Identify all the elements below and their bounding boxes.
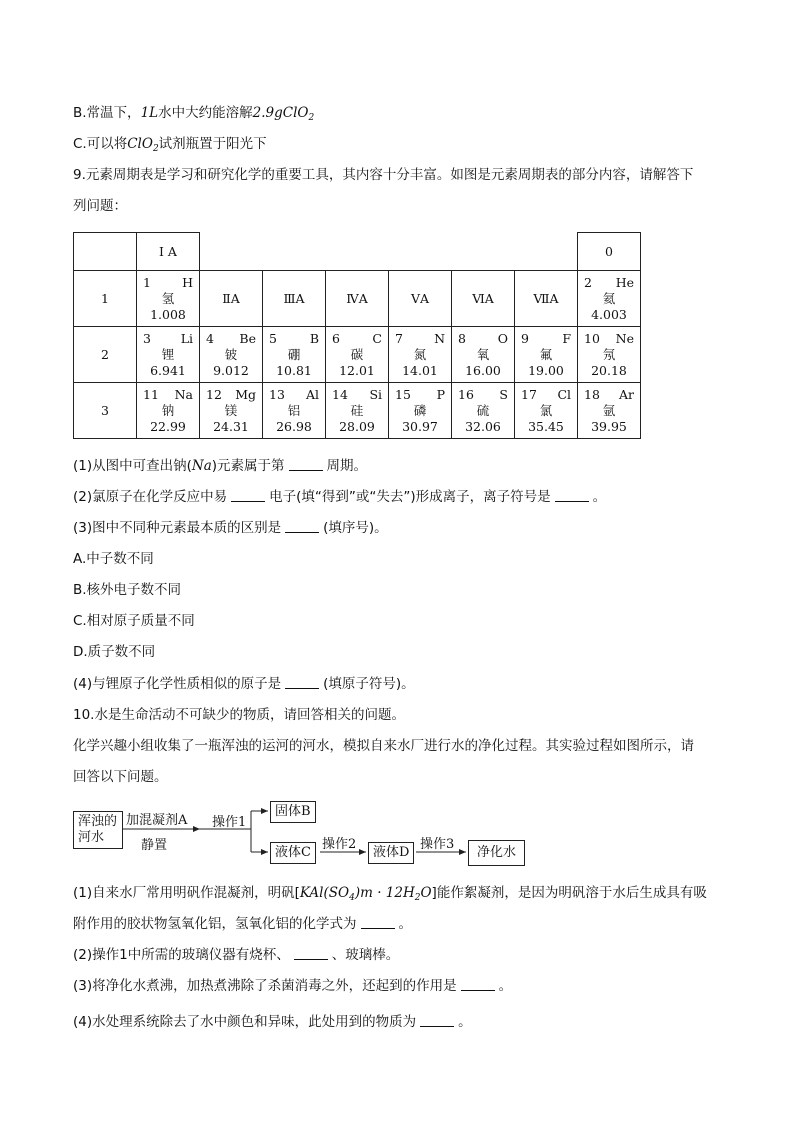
group-va-header: ⅤA <box>389 271 452 327</box>
option-c: C.相对原子质量不同 <box>73 613 195 629</box>
q10-part2-pre: (2)操作1中所需的玻璃仪器有烧杯、 <box>73 947 290 963</box>
element-name: 钠 <box>161 402 175 418</box>
atomic-mass: 35.45 <box>528 418 564 434</box>
answer-blank[interactable] <box>420 1014 454 1027</box>
element-name: 硫 <box>476 402 490 418</box>
element-symbol: Al <box>305 386 319 402</box>
atomic-number: 5 <box>269 330 277 346</box>
atomic-mass: 4.003 <box>591 306 627 322</box>
element-symbol: Si <box>369 386 382 402</box>
option-c-post: 试剂瓶置于阳光下 <box>158 136 267 152</box>
alum-subscript-2: 2 <box>414 893 421 903</box>
flow-op1-label: 操作1 <box>212 815 247 830</box>
flow-liquid-c-box: 液体C <box>270 842 316 864</box>
group-ia-header: Ⅰ A <box>137 233 200 271</box>
q9-part1-end: 周期。 <box>326 458 368 474</box>
answer-blank[interactable] <box>294 947 328 960</box>
option-c-pre: C.可以将 <box>73 136 128 152</box>
atomic-number: 18 <box>584 386 600 402</box>
atomic-mass: 39.95 <box>591 418 627 434</box>
atomic-mass: 28.09 <box>339 418 375 434</box>
q10-part2-end: 、玻璃棒。 <box>331 947 400 963</box>
option-c-subscript: 2 <box>152 144 159 154</box>
flow-start-box <box>73 811 123 849</box>
q9-part3-end: (填序号)。 <box>323 520 388 536</box>
atomic-number: 7 <box>395 330 403 346</box>
q10-stem-line2: 回答以下问题。 <box>73 769 168 785</box>
q10-part4-pre: (4)水处理系统除去了水中颜色和异味，此处用到的物质为 <box>73 1014 417 1030</box>
q10-part3-pre: (3)将净化水煮沸，加热煮沸除了杀菌消毒之外，还起到的作用是 <box>73 978 457 994</box>
group-iiia-header: ⅢA <box>263 271 326 327</box>
element-symbol: Ne <box>615 330 634 346</box>
atomic-mass: 14.01 <box>402 362 438 378</box>
atomic-number: 8 <box>458 330 466 346</box>
atomic-mass: 6.941 <box>150 362 186 378</box>
element-symbol: F <box>562 330 571 346</box>
element-symbol: S <box>499 386 508 402</box>
element-name: 氮 <box>413 346 427 362</box>
answer-blank[interactable] <box>361 916 395 929</box>
group-iia-header: ⅡA <box>200 271 263 327</box>
atomic-mass: 22.99 <box>150 418 186 434</box>
element-symbol: H <box>182 274 193 290</box>
atomic-number: 2 <box>584 274 592 290</box>
atomic-number: 13 <box>269 386 285 402</box>
element-symbol: Na <box>174 386 193 402</box>
element-symbol: B <box>309 330 319 346</box>
flow-start-line2: 河水 <box>78 830 105 845</box>
group-viia-header: ⅦA <box>515 271 578 327</box>
element-name: 磷 <box>413 402 427 418</box>
atomic-number: 11 <box>143 386 159 402</box>
q9-part4-end: (填原子符号)。 <box>323 676 415 692</box>
q10-part1-line1 <box>73 884 707 907</box>
atomic-mass: 10.81 <box>276 362 312 378</box>
element-name: 氯 <box>539 402 553 418</box>
q9-part1-pre: (1)从图中可查出钠( <box>73 458 192 474</box>
q10-title: 10.水是生命活动不可缺少的物质，请回答相关的问题。 <box>73 707 405 723</box>
atomic-mass: 19.00 <box>528 362 564 378</box>
alum-formula-o: O <box>420 885 432 901</box>
atomic-mass: 9.012 <box>213 362 249 378</box>
option-b-mid: 水中大约能溶解 <box>158 105 253 121</box>
element-symbol: He <box>615 274 634 290</box>
q9-part4-pre: (4)与锂原子化学性质相似的原子是 <box>73 676 282 692</box>
element-name: 氢 <box>161 290 175 306</box>
alum-formula-mid: )m · 12H <box>354 885 415 901</box>
q10-stem-line1: 化学兴趣小组收集了一瓶浑浊的运河的河水，模拟自来水厂进行水的净化过程。其实验过程如图所示，请 <box>73 738 694 754</box>
option-b-volume: 1L <box>140 105 159 121</box>
element-name: 镁 <box>224 402 238 418</box>
q9-part2-end: 。 <box>592 489 607 505</box>
element-name: 碳 <box>350 346 364 362</box>
atomic-mass: 12.01 <box>339 362 375 378</box>
flow-op2-label: 操作2 <box>322 837 357 852</box>
q9-part2-pre: (2)氯原子在化学反应中易 <box>73 489 228 505</box>
answer-blank[interactable] <box>461 978 495 991</box>
q10-part1-l2-pre: 附作用的胶状物氢氧化铝，氢氧化铝的化学式为 <box>73 916 357 932</box>
q10-part3-end: 。 <box>498 978 513 994</box>
element-name: 硅 <box>350 402 364 418</box>
flow-liquid-d-box: 液体D <box>368 842 414 864</box>
q9-part3-pre: (3)图中不同种元素最本质的区别是 <box>73 520 282 536</box>
group-via-header: ⅥA <box>452 271 515 327</box>
group-0-header: 0 <box>578 233 641 271</box>
q9-stem-line2: 列问题： <box>73 198 127 214</box>
atomic-number: 3 <box>143 330 151 346</box>
option-c-formula: ClO <box>127 136 153 152</box>
atomic-number: 10 <box>584 330 600 346</box>
flow-settle-label: 静置 <box>141 838 168 853</box>
element-name: 氩 <box>602 402 616 418</box>
q9-part1-post: )元素属于第 <box>211 458 285 474</box>
alum-subscript-4: 4 <box>349 893 355 903</box>
atomic-number: 15 <box>395 386 411 402</box>
atomic-number: 1 <box>143 274 151 290</box>
atomic-mass: 26.98 <box>276 418 312 434</box>
q10-part2 <box>73 946 399 964</box>
element-name: 氖 <box>602 346 616 362</box>
element-symbol: Be <box>239 330 256 346</box>
q10-part4 <box>73 1013 472 1031</box>
element-symbol: Ar <box>618 386 634 402</box>
element-symbol: Mg <box>235 386 256 402</box>
flow-clean-water-box: 净化水 <box>468 840 525 866</box>
element-symbol: O <box>497 330 508 346</box>
option-b-subscript: 2 <box>308 113 315 123</box>
element-symbol: Cl <box>557 386 571 402</box>
q9-stem-line1: 9.元素周期表是学习和研究化学的重要工具，其内容十分丰富。如图是元素周期表的部分内容，请解答下 <box>73 167 694 183</box>
atomic-mass: 24.31 <box>213 418 249 434</box>
atomic-mass: 30.97 <box>402 418 438 434</box>
group-iva-header: ⅣA <box>326 271 389 327</box>
element-symbol: N <box>434 330 445 346</box>
period-1-label: 1 <box>74 271 137 327</box>
atomic-mass: 1.008 <box>150 306 186 322</box>
flow-solid-b-box: 固体B <box>270 801 316 823</box>
element-name: 氧 <box>476 346 490 362</box>
element-symbol: Li <box>180 330 193 346</box>
q10-part3 <box>73 977 512 995</box>
flow-op3-label: 操作3 <box>420 837 455 852</box>
option-b-amount: 2.9gClO <box>252 105 309 121</box>
atomic-number: 16 <box>458 386 474 402</box>
q9-part2-mid: 电子(填“得到”或“失去”)形成离子，离子符号是 <box>269 489 551 505</box>
atomic-mass: 16.00 <box>465 362 501 378</box>
q10-part1-line2 <box>73 915 412 933</box>
atomic-number: 4 <box>206 330 214 346</box>
q10-part1-l2-end: 。 <box>398 916 412 932</box>
option-b: B.核外电子数不同 <box>73 582 182 598</box>
flow-start-line1: 浑浊的 <box>78 814 118 829</box>
q10-part1-pre: (1)自来水厂常用明矾作混凝剂，明矾[ <box>73 885 300 901</box>
alum-formula: KAl(SO <box>299 885 350 901</box>
atomic-mass: 32.06 <box>465 418 501 434</box>
option-a: A.中子数不同 <box>73 551 154 567</box>
element-symbol: P <box>436 386 445 402</box>
atomic-number: 14 <box>332 386 348 402</box>
element-name: 氟 <box>539 346 553 362</box>
atomic-number: 17 <box>521 386 537 402</box>
sodium-symbol: Na <box>191 458 212 474</box>
element-name: 铝 <box>287 402 301 418</box>
element-name: 硼 <box>287 346 301 362</box>
element-name: 锂 <box>161 346 175 362</box>
option-b-text: B.常温下， <box>73 105 141 121</box>
option-d: D.质子数不同 <box>73 644 156 660</box>
atomic-number: 12 <box>206 386 222 402</box>
flow-add-label: 加混凝剂A <box>126 813 188 828</box>
period-2-label: 2 <box>74 327 137 383</box>
q10-part1-post: ]能作絮凝剂，是因为明矾溶于水后生成具有吸 <box>431 885 707 901</box>
element-name: 铍 <box>224 346 238 362</box>
atomic-number: 9 <box>521 330 529 346</box>
element-name: 氦 <box>602 290 616 306</box>
element-symbol: C <box>372 330 382 346</box>
period-3-label: 3 <box>74 383 137 439</box>
q10-part4-end: 。 <box>458 1014 472 1030</box>
atomic-mass: 20.18 <box>591 362 627 378</box>
atomic-number: 6 <box>332 330 340 346</box>
